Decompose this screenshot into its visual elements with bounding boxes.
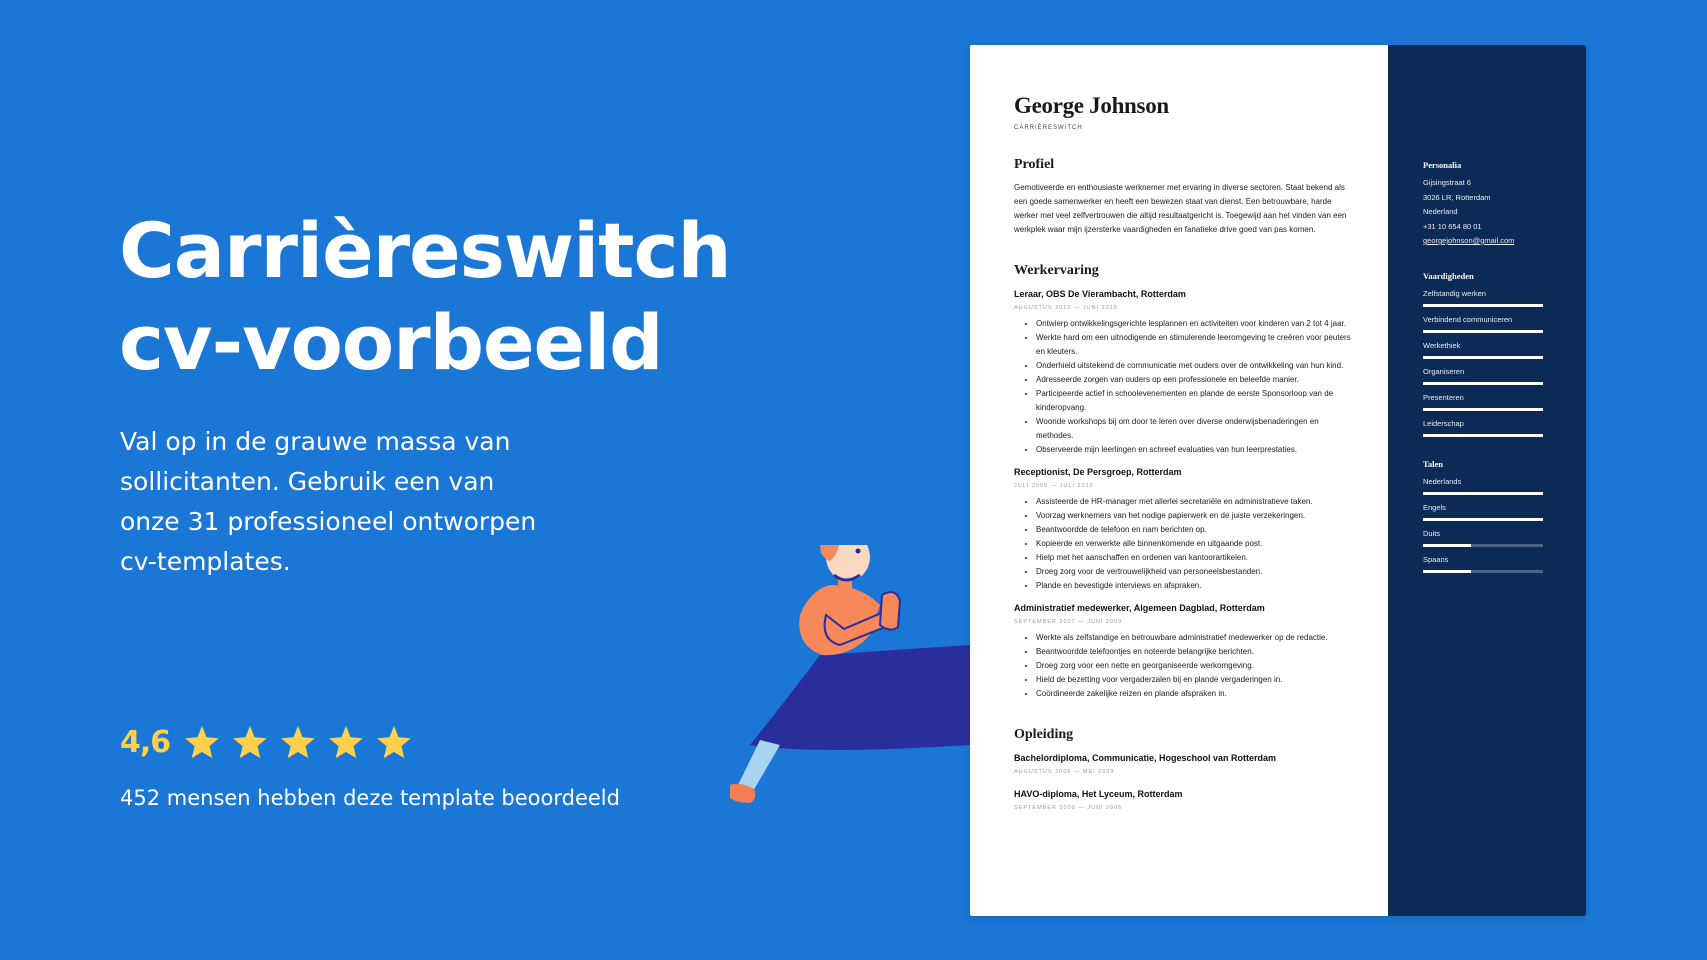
job-bullet: • Assisteerde de HR-manager met allerlei secretariële en administratieve taken.: [1036, 495, 1356, 509]
education-heading: Opleiding: [1014, 727, 1074, 742]
job-bullet: • Adresseerde zorgen van ouders op een professionele en beleefde manier.: [1036, 373, 1356, 387]
skill: [1423, 419, 1550, 437]
language-bar: [1423, 544, 1543, 547]
personal-details: [1423, 176, 1550, 249]
job-bullet: • Plande en bevestigde interviews en afspraken.: [1036, 579, 1356, 593]
title-line-1: Carrièreswitch: [119, 206, 731, 295]
skill-label: Presenteren: [1423, 392, 1464, 402]
skill: [1423, 341, 1550, 359]
language: [1423, 555, 1550, 573]
cv-name: George Johnson: [1014, 93, 1169, 118]
email-link[interactable]: georgejohnson@gmail.com: [1423, 236, 1515, 245]
country: Nederland: [1423, 207, 1458, 216]
rating: [120, 725, 412, 760]
profile-text: Gemotiveerde en enthousiaste werknemer met ervaring in diverse sectoren. Staat bekend als een goede samenwerker en heeft een bewezen staat van dienst. Een betrouwbare, harde werker met veel zelfvertrouwen die altijd resultaatgericht is. Toegewijd aan het vinden van een werkplek waar mijn ijzersterke vaardigheden en fanatieke drive goed van pas komen.: [1014, 183, 1347, 234]
education-date: AUGUSTUS 2005 — MEI 2009: [1014, 769, 1115, 775]
skills-heading: Vaardigheden: [1423, 270, 1474, 281]
star-rating: [184, 726, 412, 760]
job-bullet: • Kopieerde en verwerkte alle binnenkomende en uitgaande post.: [1036, 537, 1356, 551]
skill: [1423, 367, 1550, 385]
personal-heading: Personalia: [1423, 160, 1462, 170]
language-label: Engels: [1423, 502, 1446, 512]
cv-role: CARRIÈRESWITCH: [1014, 125, 1083, 131]
skill: [1423, 393, 1550, 411]
education-title: Bachelordiploma, Communicatie, Hogeschool van Rotterdam: [1014, 753, 1277, 763]
job-bullets: [1014, 495, 1356, 593]
language: [1423, 529, 1550, 547]
star-icon: [184, 726, 220, 760]
language-bar: [1423, 492, 1543, 495]
skill-bar: [1423, 304, 1543, 307]
skill-bar: [1423, 330, 1543, 333]
job-bullet: • Droeg zorg voor een nette en georganiseerde werkomgeving.: [1036, 659, 1356, 673]
jobs-list: [1014, 289, 1356, 701]
job-bullet: • Droeg zorg voor de vertrouwelijkheid van personeelsbestanden.: [1036, 565, 1356, 579]
job-bullets: [1014, 317, 1356, 457]
skill-level: [1423, 356, 1543, 359]
job-date: SEPTEMBER 2007 — JUNI 2009: [1014, 619, 1123, 625]
job-bullet: • Hield de bezetting voor vergaderzalen bij en plande vergaderingen in.: [1036, 673, 1356, 687]
job-bullets: [1014, 631, 1356, 701]
language-level: [1423, 570, 1471, 573]
profile-heading: Profiel: [1014, 157, 1055, 172]
cv-document: [970, 45, 1586, 916]
skill: [1423, 289, 1550, 307]
language: [1423, 477, 1550, 495]
language-label: Duits: [1423, 528, 1441, 538]
job-bullet: • Onderhield uitstekend de communicatie met ouders over de ontwikkeling van hun kind.: [1036, 359, 1356, 373]
star-icon: [376, 726, 412, 760]
hero-subtitle: Val op in de grauwe massa van sollicitanten. Gebruik een van onze 31 professioneel ontworpen cv-templates.: [120, 427, 537, 576]
skill-level: [1423, 382, 1543, 385]
page-title: [119, 205, 759, 389]
rating-note: 452 mensen hebben deze template beoordeeld: [120, 786, 620, 810]
woman-illustration: [730, 545, 970, 875]
languages-list: [1423, 477, 1550, 573]
job-bullet: • Ontwierp ontwikkelingsgerichte lesplannen en activiteiten voor kinderen van 2 tot 4 jaar.: [1036, 317, 1356, 331]
language-level: [1423, 518, 1543, 521]
title-line-2: cv-voorbeeld: [119, 298, 663, 387]
job-bullet: • Werkte als zelfstandige en betrouwbare administratief medewerker op de redactie.: [1036, 631, 1356, 645]
skill-level: [1423, 408, 1543, 411]
job-bullet: • Participeerde actief in schoolevenementen en plande de eerste Sponsorloop van de kinderopvang.: [1036, 387, 1356, 415]
star-icon: [232, 726, 268, 760]
skill-bar: [1423, 382, 1543, 385]
skill-level: [1423, 304, 1543, 307]
skill-label: Leiderschap: [1423, 418, 1464, 428]
job-bullet: • Hielp met het aanschaffen en ordenen van kantoorartikelen.: [1036, 551, 1356, 565]
languages-heading: Talen: [1423, 458, 1444, 469]
star-icon: [328, 726, 364, 760]
job-bullet: • Observeerde mijn leerlingen en schreef evaluaties van hun leerprestaties.: [1036, 443, 1356, 457]
job-bullet: • Beantwoordde telefoontjes en noteerde belangrijke berichten.: [1036, 645, 1356, 659]
phone: +31 10 654 80 01: [1423, 221, 1482, 231]
rating-value: 4,6: [120, 725, 171, 760]
language-level: [1423, 544, 1471, 547]
skill-level: [1423, 330, 1543, 333]
address-line-1: Gijsingstraat 6: [1423, 178, 1471, 187]
language-level: [1423, 492, 1543, 495]
job-date: AUGUSTUS 2012 — JUNI 2019: [1014, 305, 1118, 311]
skill-label: Zelfstandig werken: [1423, 288, 1486, 298]
skill-bar: [1423, 408, 1543, 411]
job-bullet: • Beantwoordde de telefoon en nam berichten op.: [1036, 523, 1356, 537]
job-title: Receptionist, De Persgroep, Rotterdam: [1014, 467, 1182, 477]
star-icon: [280, 726, 316, 760]
experience-heading: Werkervaring: [1014, 263, 1099, 278]
address-line-2: 3026 LR, Rotterdam: [1423, 192, 1491, 202]
education-list: [1014, 753, 1356, 811]
education-date: SEPTEMBER 2000 — JUNI 2005: [1014, 805, 1123, 811]
language: [1423, 503, 1550, 521]
language-bar: [1423, 570, 1543, 573]
language-label: Spaans: [1423, 554, 1449, 564]
skill-label: Werkethiek: [1423, 340, 1461, 350]
skill-bar: [1423, 434, 1543, 437]
language-bar: [1423, 518, 1543, 521]
job-date: JULI 2009 — JULI 2012: [1014, 483, 1094, 489]
job-bullet: • Coördineerde zakelijke reizen en plande afspraken in.: [1036, 687, 1356, 701]
cv-main-column: [970, 45, 1388, 916]
skill: [1423, 315, 1550, 333]
skill-bar: [1423, 356, 1543, 359]
job-bullet: • Woonde workshops bij om door te leren over diverse onderwijsbenaderingen en methodes.: [1036, 415, 1356, 443]
skill-label: Organiseren: [1423, 366, 1465, 376]
job-title: Administratief medewerker, Algemeen Dagblad, Rotterdam: [1014, 603, 1265, 613]
skills-list: [1423, 289, 1550, 437]
education-title: HAVO-diploma, Het Lyceum, Rotterdam: [1014, 789, 1183, 799]
job-bullet: • Voorzag werknemers van het nodige papierwerk en de juiste verzekeringen.: [1036, 509, 1356, 523]
job-title: Leraar, OBS De Vierambacht, Rotterdam: [1014, 289, 1186, 299]
job-bullet: • Werkte hard om een uitnodigende en stimulerende leeromgeving te creëren voor peuters en kleuters.: [1036, 331, 1356, 359]
skill-level: [1423, 434, 1543, 437]
language-label: Nederlands: [1423, 476, 1462, 486]
cv-sidebar: [1388, 45, 1586, 916]
skill-label: Verbindend communiceren: [1423, 314, 1513, 324]
